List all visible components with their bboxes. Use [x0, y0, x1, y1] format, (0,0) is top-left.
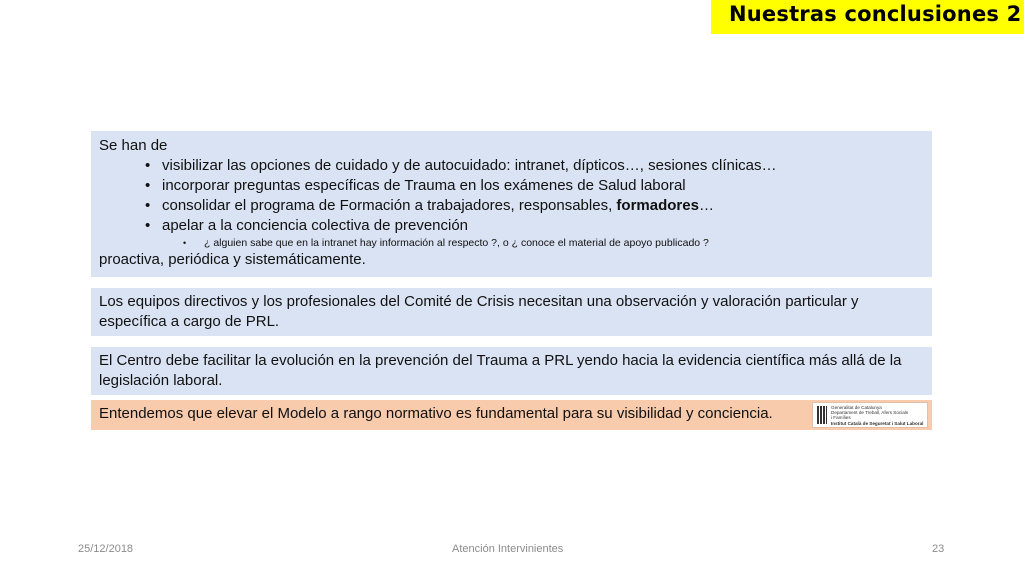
bullet-3-bold: formadores [616, 197, 699, 214]
generalitat-emblem-icon [817, 406, 827, 424]
list-item: • visibilizar las opciones de cuidado y de autocuidado: intranet, dípticos…, sesiones clínicas… [99, 156, 924, 176]
logo-line-3: i Famílies [831, 415, 851, 421]
list-item [99, 196, 924, 216]
footer-center-text: Atención Intervinientes [452, 543, 564, 555]
conclusions-box-3 [91, 347, 932, 395]
bullet-3-suffix: … [698, 197, 714, 214]
conclusions-box-2 [91, 288, 932, 336]
logo-text [831, 405, 923, 426]
logo-line-1: Generalitat de Catalunya [831, 405, 882, 410]
logo-line-2: Departament de Treball, Afers Socials [831, 410, 909, 416]
conclusions-box-1 [91, 131, 932, 277]
box1-closing: proactiva, periódica y sistemáticamente. [99, 251, 366, 268]
box1-bullet-list [99, 156, 924, 236]
slide-title: Nuestras conclusiones 2 [729, 2, 1022, 26]
box1-intro: Se han de [99, 137, 168, 154]
box3-text: El Centro debe facilitar la evolución en la prevención del Trauma a PRL yendo hacia la evidencia científica más allá de la legislación laboral. [99, 352, 902, 389]
box4-text: Entendemos que elevar el Modelo a rango normativo es fundamental para su visibilidad y conciencia. [99, 405, 773, 422]
footer-date: 25/12/2018 [78, 543, 134, 555]
list-item: • apelar a la conciencia colectiva de prevención [99, 216, 924, 236]
box1-sub-bullet-list [99, 236, 924, 250]
box2-text: Los equipos directivos y los profesionales del Comité de Crisis necesitan una observación y valoración particular y específica a cargo de PRL. [99, 293, 859, 330]
sub-list-item: • ¿ alguien sabe que en la intranet hay información al respecto ?, o ¿ conoce el material de apoyo publicado ? [99, 236, 924, 250]
bullet-3-text: consolidar el programa de Formación a trabajadores, responsables, [162, 197, 617, 214]
list-item: • incorporar preguntas específicas de Trauma en los exámenes de Salud laboral [99, 176, 924, 196]
logo-line-4: Institut Català de Seguretat i Salut Laboral [831, 420, 924, 426]
institution-logo [812, 402, 928, 428]
footer-page-number: 23 [932, 543, 945, 555]
conclusions-box-4 [91, 400, 932, 430]
